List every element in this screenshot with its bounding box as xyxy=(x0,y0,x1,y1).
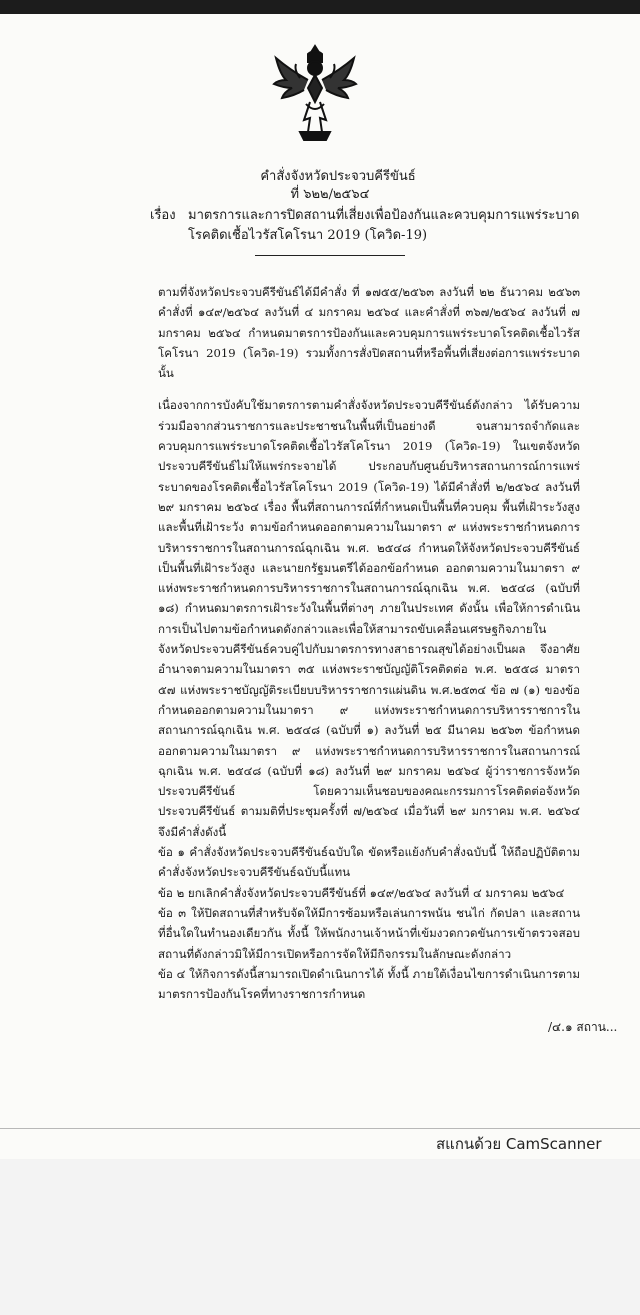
order-number: ที่ ๖๒๒/๒๕๖๔ xyxy=(290,187,370,202)
garuda-emblem-icon xyxy=(270,40,360,148)
order-title: คำสั่งจังหวัดประจวบคีรีขันธ์ xyxy=(260,169,416,184)
header-divider xyxy=(255,255,405,256)
scan-divider xyxy=(0,1128,640,1129)
subject-line-1 xyxy=(150,206,610,226)
blank-bottom-area xyxy=(0,1159,640,1315)
subject-line-2: โรคติดเชื้อไวรัสโคโรนา 2019 (โควิด-19) xyxy=(188,228,428,243)
subject-label: เรื่อง xyxy=(150,208,176,223)
clause-4: ข้อ ๔ ให้กิจการดังนี้สามารถเปิดดำเนินการได้ ทั้งนี้ ภายใต้เงื่อนไขการดำเนินการตามมาตรการป้องกันโรคที่ทางราชการกำหนด xyxy=(158,966,580,1002)
paragraph-reason: เนื่องจากการบังคับใช้มาตรการตามคำสั่งจังหวัดประจวบคีรีขันธ์ดังกล่าว ได้รับความร่วมมือจากส่วนราชการและประชาชนในพื้นที่เป็นอย่างดี จนสามารถจำกัดและควบคุมการแพร่ระบาดโรคติดเชื้อไวรัสโคโรนา 2019 (โควิด-19) ในเขตจังหวัดประจวบคีรีขันธ์ไม่ให้แพร่กระจายได้ ประกอบกับศูนย์บริหารสถานการณ์การแพร่ระบาดของโรคติดเชื้อไวรัสโคโรนา 2019 (โควิด-19) ได้มีคำสั่งที่ ๒/๒๕๖๔ ลงวันที่ ๒๙ มกราคม ๒๕๖๔ เรื่อง พื้นที่สถานการณ์ที่กำหนดเป็นพื้นที่ควบคุม พื้นที่เฝ้าระวังสูงและพื้นที่เฝ้าระวัง ตามข้อกำหนดออกตามความในมาตรา ๙ แห่งพระราชกำหนดการบริหารราชการในสถานการณ์ฉุกเฉิน พ.ศ. ๒๕๔๘ กำหนดให้จังหวัดประจวบคีรีขันธ์เป็นพื้นที่เฝ้าระวังสูง และนายกรัฐมนตรีได้ออกข้อกำหนด ออกตามความในมาตรา ๙ แห่งพระราชกำหนดการบริหารราชการในสถานการณ์ฉุกเฉิน พ.ศ. ๒๕๔๘ (ฉบับที่ ๑๘) กำหนดมาตรการเฝ้าระวังในพื้นที่ต่างๆ ภายในประเทศ ดังนั้น เพื่อให้การดำเนินการเป็นไปตามข้อกำหนดดังกล่าวและเพื่อให้สามารถขับเคลื่อนเศรษฐกิจภายในจังหวัดประจวบคีรีขันธ์ควบคู่ไปกับมาตรการทางสาธารณสุขได้อย่างเป็นผล จึงอาศัยอำนาจตามความในมาตรา ๓๕ แห่งพระราชบัญญัติโรคติดต่อ พ.ศ. ๒๕๕๘ มาตรา ๕๗ แห่งพระราชบัญญัติระเบียบบริหารราชการแผ่นดิน พ.ศ.๒๕๓๔ ข้อ ๗ (๑) ของข้อกำหนดออกตามความในมาตรา ๙ แห่งพระราชกำหนดการบริหารราชการในสถานการณ์ฉุกเฉิน พ.ศ. ๒๕๔๘ (ฉบับที่ ๑) ลงวันที่ ๒๕ มีนาคม ๒๕๖๓ ข้อกำหนดออกตามความในมาตรา ๙ แห่งพระราชกำหนดการบริหารราชการในสถานการณ์ฉุกเฉิน พ.ศ. ๒๕๔๘ (ฉบับที่ ๑๘) ลงวันที่ ๒๙ มกราคม ๒๕๖๔ ผู้ว่าราชการจังหวัดประจวบคีรีขันธ์ โดยความเห็นชอบของคณะกรรมการโรคติดต่อจังหวัดประจวบคีรีขันธ์ ตามมติที่ประชุมครั้งที่ ๗/๒๕๖๔ เมื่อวันที่ ๒๙ มกราคม พ.ศ. ๒๕๖๔ จึงมีคำสั่งดังนี้ xyxy=(158,398,580,839)
subject-text-1: มาตรการและการปิดสถานที่เสี่ยงเพื่อป้องกันและควบคุมการแพร่ระบาด xyxy=(188,208,580,223)
subject-block xyxy=(150,206,610,246)
photo-top-edge xyxy=(0,0,640,14)
camscanner-watermark: สแกนด้วย CamScanner xyxy=(436,1135,602,1153)
clause-2: ข้อ ๒ ยกเลิกคำสั่งจังหวัดประจวบคีรีขันธ์ที่ ๑๔๙/๒๕๖๔ ลงวันที่ ๔ มกราคม ๒๕๖๔ xyxy=(158,885,565,900)
clause-1: ข้อ ๑ คำสั่งจังหวัดประจวบคีรีขันธ์ฉบับใด ขัดหรือแย้งกับคำสั่งฉบับนี้ ให้ถือปฏิบัติตามคำสั่งจังหวัดประจวบคีรีขันธ์ฉบับนี้แทน xyxy=(158,845,580,880)
document-body xyxy=(110,282,580,1004)
clause-3: ข้อ ๓ ให้ปิดสถานที่สำหรับจัดให้มีการซ้อมหรือเล่นการพนัน ชนไก่ กัดปลา และสถานที่อื่นใดในทำนองเดียวกัน ทั้งนี้ ให้พนักงานเจ้าหน้าที่เข้มงวดกวดขันการเข้าตรวจสอบสถานที่ดังกล่าวมิให้มีการเปิดหรือการจัดให้มีกิจกรรมในลักษณะดังกล่าว xyxy=(158,905,580,961)
paragraph-intro: ตามที่จังหวัดประจวบคีรีขันธ์ได้มีคำสั่ง ที่ ๑๗๕๕/๒๕๖๓ ลงวันที่ ๒๒ ธันวาคม ๒๕๖๓ คำสั่งที่ ๑๔๙/๒๕๖๔ ลงวันที่ ๔ มกราคม ๒๕๖๔ และคำสั่งที่ ๓๖๗/๒๕๖๔ ลงวันที่ ๗ มกราคม ๒๕๖๔ กำหนดมาตรการป้องกันและควบคุมการแพร่ระบาดโรคติดเชื้อไวรัสโคโรนา 2019 (โควิด-19) รวมทั้งการสั่งปิดสถานที่หรือพื้นที่เสี่ยงต่อการแพร่ระบาด นั้น xyxy=(158,285,580,381)
continuation-note: /๔.๑ สถาน... xyxy=(548,1020,618,1034)
